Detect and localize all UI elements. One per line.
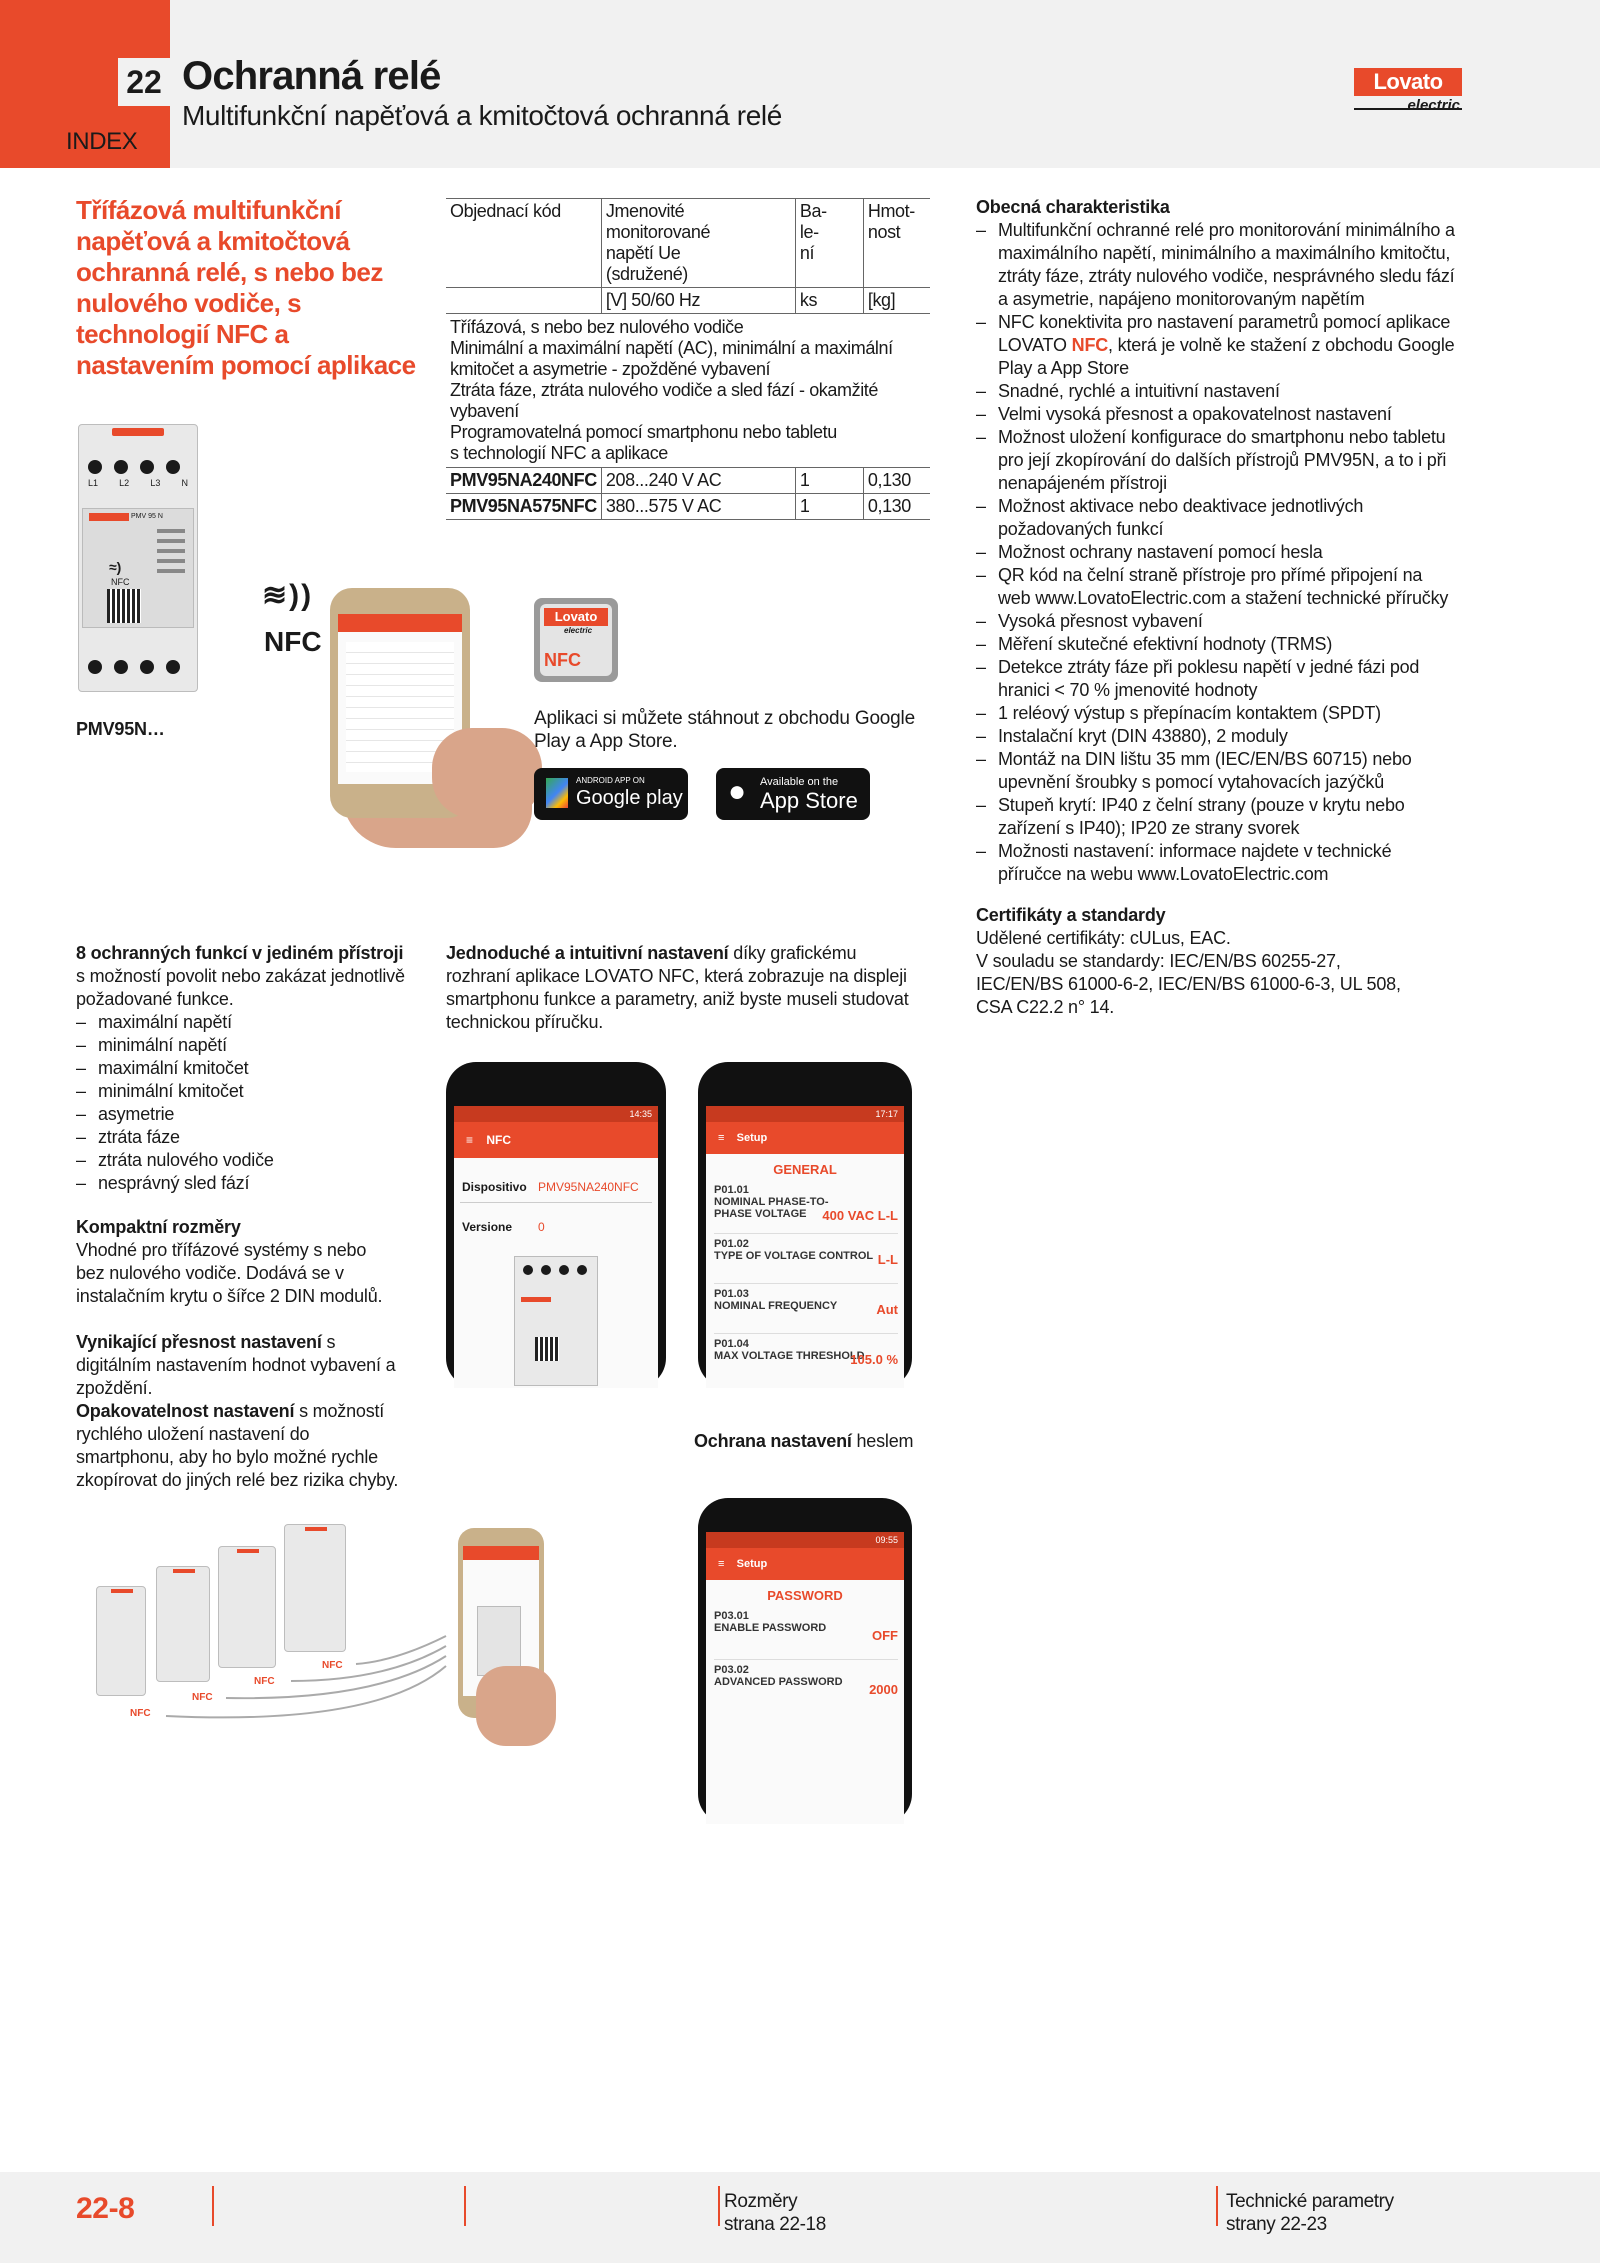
device-image [514, 1256, 598, 1386]
list-item: – Velmi vysoká přesnost a opakovatelnost nastavení [976, 403, 1456, 426]
app-bar: ≡ Setup [706, 1122, 904, 1154]
apple-icon: ● [728, 775, 747, 808]
list-item: – minimální napětí [76, 1034, 416, 1057]
logo-subtext: electric [1407, 97, 1460, 114]
voltage-cell: 380...575 V AC [601, 494, 795, 520]
password-caption: Ochrana nastavení heslem [694, 1431, 914, 1451]
functions-block [76, 942, 416, 1195]
list-item: – Možnost uložení konfigurace do smartphonu nebo tabletu pro její zkopírování do dalších přístrojů PMV95N, a to i při nenapájeném přístroji [976, 426, 1456, 495]
general-characteristics [976, 196, 1456, 886]
param-row[interactable]: P01.04 MAX VOLTAGE THRESHOLD 105.0 % [714, 1338, 898, 1367]
param-row[interactable]: P01.01 NOMINAL PHASE-TO-PHASE VOLTAGE 400 VAC L-L [714, 1184, 898, 1234]
order-code: PMV95NA575NFC [446, 494, 601, 520]
list-item: – Montáž na DIN lištu 35 mm (IEC/EN/BS 60715) nebo upevnění šroubky s pomocí vytahovacích jazýčků [976, 748, 1456, 794]
list-item: – asymetrie [76, 1103, 416, 1126]
table-description: Třífázová, s nebo bez nulového vodiče Minimální a maximální napětí (AC), minimální a maximální kmitočet a asymetrie - zpožděné vybavení Ztráta fáze, ztráta nulového vodiče a sled fází - okamžité vybavení Programovatelná pomocí smartphonu nebo tabletu s technologií NFC a aplikace [446, 314, 930, 468]
list-item: – nesprávný sled fází [76, 1172, 416, 1195]
app-store-badge[interactable]: ● Available on the App Store [716, 768, 870, 820]
unit-cell: [V] 50/60 Hz [601, 288, 795, 314]
table-description-row [446, 314, 930, 468]
phone-nfc-screen: 14:35 ≡ NFC Dispositivo PMV95NA240NFC Versione 0 [446, 1062, 666, 1388]
table-row [446, 494, 930, 520]
repeat-block: Opakovatelnost nastavení s možností rychlého uložení nastavení do smartphonu, aby ho bylo možné rychle zkopírovat do jiných relé bez rizika chyby. [76, 1401, 399, 1490]
order-code: PMV95NA240NFC [446, 468, 601, 494]
device-qr-code [107, 589, 141, 623]
product-caption: PMV95N… [76, 719, 165, 739]
list-item: – Možnost aktivace nebo deaktivace jednotlivých požadovaných funkcí [976, 495, 1456, 541]
functions-list [76, 1011, 416, 1195]
th-voltage: Jmenovité monitorované napětí Ue (sdružené) [601, 199, 795, 288]
certificates: Certifikáty a standardy Udělené certifikáty: cULus, EAC. V souladu se standardy: IEC/EN/BS 60255-27, IEC/EN/BS 61000-6-2, IEC/EN/BS 61000-6-3, UL 508, CSA C22.2 n° 14. [976, 904, 1456, 1019]
footer-link-technical[interactable]: Technické parametry strany 22-23 [1226, 2191, 1394, 2235]
compact-text: Vhodné pro třífázové systémy s nebo bez nulového vodiče. Dodává se v instalačním krytu o šířce 2 DIN modulů. [76, 1240, 383, 1306]
list-item: – ztráta fáze [76, 1126, 416, 1149]
product-table [446, 198, 930, 520]
unit-cell: ks [795, 288, 863, 314]
footer-divider [1216, 2186, 1218, 2226]
th-code: Objednací kód [446, 199, 601, 288]
param-list [714, 1184, 898, 1384]
nfc-label: NFC [264, 626, 322, 657]
terminal-labels: L1 L2 L3 N [88, 478, 188, 488]
list-item: – 1 reléový výstup s přepínacím kontaktem (SPDT) [976, 702, 1456, 725]
table-header-row [446, 199, 930, 288]
app-bar: ≡ Setup [706, 1548, 904, 1580]
list-item: – Možnosti nastavení: informace najdete v technické příručce na webu www.LovatoElectric.com [976, 840, 1456, 886]
compact-title: Kompaktní rozměry [76, 1217, 241, 1237]
weight-cell: 0,130 [863, 468, 930, 494]
unit-cell [446, 288, 601, 314]
index-label[interactable]: INDEX [66, 128, 138, 155]
simple-setting-block: Jednoduché a intuitivní nastavení díky grafickému rozhraní aplikace LOVATO NFC, která zobrazuje na displeji smartphonu funkce a parametry, aniž byste museli studovat technickou příručku. [446, 943, 909, 1032]
app-download-text: Aplikaci si můžete stáhnout z obchodu Google Play a App Store. [534, 708, 915, 752]
table-row [446, 468, 930, 494]
voltage-cell: 208...240 V AC [601, 468, 795, 494]
footer-divider [718, 2186, 720, 2226]
footer-divider [212, 2186, 214, 2226]
footer-link-dimensions[interactable]: Rozměry strana 22-18 [724, 2191, 826, 2235]
table-units-row [446, 288, 930, 314]
product-device-image [78, 424, 198, 692]
chapter-number: 22 [118, 58, 170, 106]
pack-cell: 1 [795, 494, 863, 520]
general-list [976, 219, 1456, 886]
param-row[interactable]: P03.02 ADVANCED PASSWORD 2000 [714, 1664, 898, 1697]
phone-password-screen: 09:55 ≡ Setup PASSWORD P03.01 ENABLE PASSWORD OFF P03.02 ADVANCED PASSWORD 2000 [698, 1498, 912, 1824]
certificates-title: Certifikáty a standardy [976, 905, 1166, 925]
footer-divider [464, 2186, 466, 2226]
th-pack: Ba- le- ní [795, 199, 863, 288]
precision-block: Vynikající přesnost nastavení s digitálním nastavením hodnot vybavení a zpoždění. [76, 1332, 396, 1398]
app-bar: ≡ NFC [454, 1122, 658, 1158]
google-play-badge[interactable]: ANDROID APP ON Google play [534, 768, 688, 820]
product-headline: Třífázová multifunkční napěťová a kmitočtová ochranná relé, s nebo bez nulového vodiče, s technologií NFC a nastavením pomocí aplikace [76, 195, 416, 380]
phone-setup-screen: 17:17 ≡ Setup GENERAL P01.01 NOMINAL PHASE-TO-PHASE VOLTAGE 400 VAC L-L P01.02 TYPE OF VOLTAGE CONTROL L-L P01.03 NOMINAL FREQUENCY Aut P01.04 MAX VOLTAGE THRESHOLD 105.0 % [698, 1062, 912, 1388]
list-item: – Detekce ztráty fáze při poklesu napětí v jedné fázi pod hranici < 70 % jmenovité hodnoty [976, 656, 1456, 702]
list-item: – Měření skutečné efektivní hodnoty (TRMS) [976, 633, 1456, 656]
compact-block [76, 1216, 396, 1308]
copy-settings-illustration: NFC NFC NFC NFC [76, 1516, 556, 1756]
weight-cell: 0,130 [863, 494, 930, 520]
list-item: – maximální kmitočet [76, 1057, 416, 1080]
functions-intro: s možností povolit nebo zakázat jednotlivě požadované funkce. [76, 966, 405, 1009]
list-item: – Možnost ochrany nastavení pomocí hesla [976, 541, 1456, 564]
param-row[interactable]: P01.02 TYPE OF VOLTAGE CONTROL L-L [714, 1234, 898, 1284]
nfc-wave-icon: ≋)) [262, 579, 314, 612]
page-title: Ochranná relé [182, 54, 441, 98]
device-front-panel: PMV 95 N ≈) NFC [82, 508, 194, 628]
list-item: – Instalační kryt (DIN 43880), 2 moduly [976, 725, 1456, 748]
list-item: – Snadné, rychlé a intuitivní nastavení [976, 380, 1456, 403]
param-row[interactable]: P03.01 ENABLE PASSWORD OFF [714, 1610, 898, 1660]
lovato-logo [1354, 68, 1462, 114]
list-item: – ztráta nulového vodiče [76, 1149, 416, 1172]
list-item: – Multifunkční ochranné relé pro monitorování minimálního a maximálního napětí, minimálního a maximálního kmitočtu, ztráty fáze, ztráty nulového vodiče, nesprávného sledu fází a asymetrie, napájeno monitorovaným napětím [976, 219, 1456, 311]
param-list [714, 1610, 898, 1710]
list-item: – Stupeň krytí: IP40 z čelní strany (pouze v krytu nebo zařízení s IP40); IP20 ze strany svorek [976, 794, 1456, 840]
page-number: 22-8 [76, 2192, 135, 2225]
list-item: – NFC konektivita pro nastavení parametrů pomocí aplikace LOVATO NFC, která je volně ke stažení z obchodu Google Play a App Store [976, 311, 1456, 380]
device-nfc-icon: ≈) [109, 559, 122, 575]
google-play-icon [546, 778, 568, 808]
lovato-nfc-app-icon[interactable]: Lovato electric NFC [534, 598, 618, 682]
unit-cell: [kg] [863, 288, 930, 314]
list-item: – minimální kmitočet [76, 1080, 416, 1103]
th-weight: Hmot- nost [863, 199, 930, 288]
list-item: – Vysoká přesnost vybavení [976, 610, 1456, 633]
param-row[interactable]: P01.03 NOMINAL FREQUENCY Aut [714, 1284, 898, 1334]
hand-phone-illustration [302, 588, 542, 838]
logo-text: Lovato [1354, 68, 1462, 96]
page-subtitle: Multifunkční napěťová a kmitočtová ochranná relé [182, 100, 782, 131]
device-red-tab [112, 428, 164, 436]
list-item: – maximální napětí [76, 1011, 416, 1034]
pack-cell: 1 [795, 468, 863, 494]
functions-title: 8 ochranných funkcí v jediném přístroji [76, 943, 404, 963]
list-item: – QR kód na čelní straně přístroje pro přímé připojení na web www.LovatoElectric.com a stažení technické příručky [976, 564, 1456, 610]
general-title: Obecná charakteristika [976, 197, 1170, 217]
